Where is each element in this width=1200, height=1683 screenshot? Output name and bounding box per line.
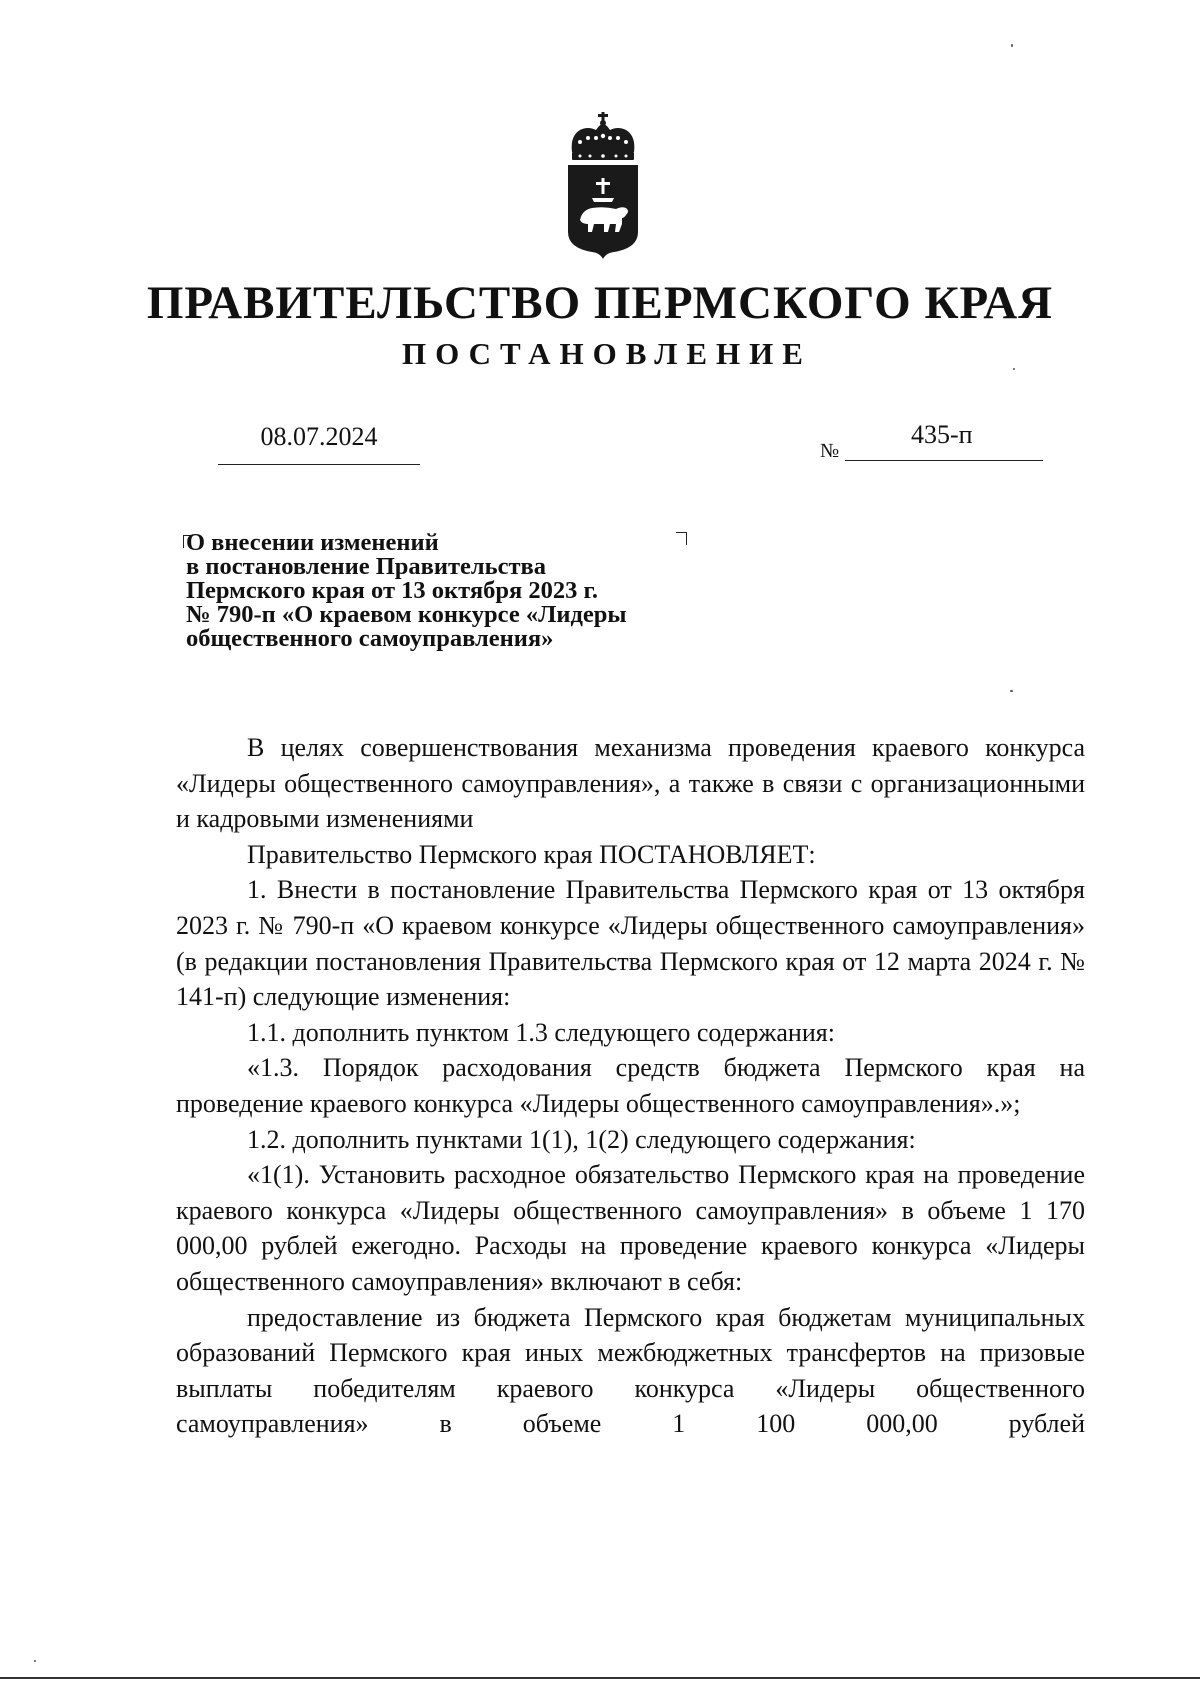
- subject-line: О внесении изменений: [186, 529, 439, 556]
- body-paragraph: 1. Внести в постановление Правительства Пермского края от 13 октября 2023 г. № 790-п «О краевом конкурсе «Лидеры общественного самоуправления» (в редакции постановления Правительства Пермского края от 12 марта 2024 г. № 141-п) следующие изменения:: [176, 875, 1085, 1012]
- body-paragraph: предоставление из бюджета Пермского края бюджетам муниципальных образований Пермского края иных межбюджетных трансфертов на призовые выплаты победителям краевого конкурса «Лидеры общественного самоуправления» в объеме 1 100 000,00 рублей: [176, 1302, 1085, 1439]
- document-date: 08.07.2024: [260, 422, 378, 451]
- body-paragraph: 1.1. дополнить пунктом 1.3 следующего содержания:: [247, 1017, 835, 1047]
- document-date-field: [218, 420, 420, 465]
- document-subject: [186, 531, 706, 651]
- scan-speck: [34, 1660, 36, 1662]
- organization-title: ПРАВИТЕЛЬСТВО ПЕРМСКОГО КРАЯ: [146, 277, 1054, 329]
- document-body: [176, 730, 1085, 1442]
- scan-speck: [1013, 368, 1015, 370]
- scan-edge-line: [0, 1677, 1200, 1679]
- subject-line: общественного самоуправления»: [186, 625, 554, 652]
- document-number-field: [845, 420, 1043, 461]
- subject-line: № 790-п «О краевом конкурсе «Лидеры: [186, 601, 627, 628]
- scan-speck: [1011, 44, 1013, 47]
- document-type-title: ПОСТАНОВЛЕНИЕ: [402, 336, 812, 371]
- coat-of-arms-icon: [566, 112, 640, 260]
- subject-line: Пермского края от 13 октября 2023 г.: [186, 577, 598, 604]
- document-number: 435-п: [911, 420, 973, 449]
- body-paragraph: Правительство Пермского края ПОСТАНОВЛЯЕТ:: [247, 839, 816, 869]
- body-paragraph: 1.2. дополнить пунктами 1(1), 1(2) следующего содержания:: [247, 1124, 916, 1154]
- body-paragraph: «1.3. Порядок расходования средств бюджета Пермского края на проведение краевого конкурса «Лидеры общественного самоуправления».»;: [176, 1053, 1085, 1118]
- body-paragraph: В целях совершенствования механизма проведения краевого конкурса «Лидеры общественного самоуправления», а также в связи с организационными и кадровыми изменениями: [176, 733, 1085, 834]
- scan-speck: [1010, 690, 1013, 692]
- body-paragraph: «1(1). Установить расходное обязательство Пермского края на проведение краевого конкурса «Лидеры общественного самоуправления» в объеме 1 170 000,00 рублей ежегодно. Расходы на проведение краевого конкурса «Лидеры общественного самоуправления» включают в себя:: [176, 1160, 1085, 1296]
- subject-line: в постановление Правительства: [186, 553, 546, 580]
- document-number-label: №: [820, 440, 840, 462]
